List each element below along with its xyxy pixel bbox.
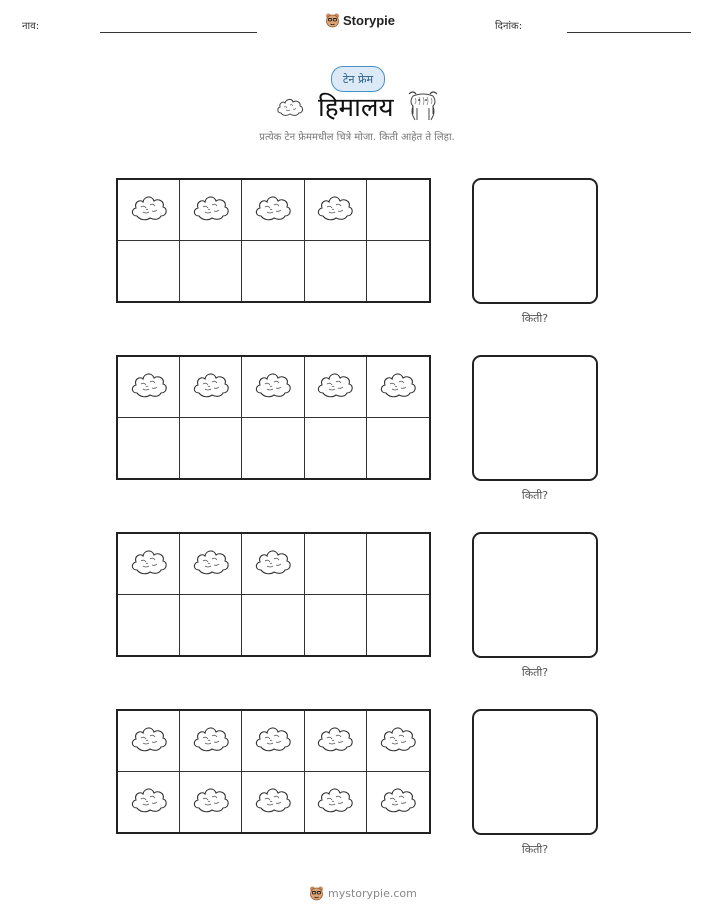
page-title: हिमालय <box>318 93 394 123</box>
frame-cell <box>118 711 180 772</box>
yak-icon <box>405 88 441 122</box>
frame-cell <box>118 595 180 656</box>
frame-cell <box>242 772 304 833</box>
cloud-icon <box>191 192 231 228</box>
frame-cell <box>305 534 367 595</box>
frame-cell <box>180 241 242 302</box>
frame-cell <box>242 180 304 241</box>
frame-cell <box>367 241 429 302</box>
cloud-icon <box>253 546 293 582</box>
footer-url[interactable]: mystorypie.com <box>328 887 417 900</box>
frame-cell <box>305 595 367 656</box>
answer-box-1[interactable] <box>472 178 598 304</box>
answer-box-3[interactable] <box>472 532 598 658</box>
brand <box>325 12 395 29</box>
frame-cell <box>180 418 242 479</box>
date-label: दिनांक: <box>495 21 523 32</box>
frame-cell <box>180 711 242 772</box>
name-line <box>100 32 257 33</box>
frame-cell <box>305 241 367 302</box>
frame-cell <box>242 241 304 302</box>
frame-cell <box>367 357 429 418</box>
cloud-icon <box>315 369 355 405</box>
cloud-icon <box>253 369 293 405</box>
frame-cell <box>242 418 304 479</box>
ten-frame-4 <box>116 709 431 834</box>
cloud-icon <box>378 369 418 405</box>
name-label: नाव: <box>22 21 40 32</box>
cloud-icon <box>129 784 169 820</box>
cloud-icon <box>191 723 231 759</box>
cloud-icon <box>191 546 231 582</box>
frame-cell <box>242 595 304 656</box>
answer-box-2[interactable] <box>472 355 598 481</box>
cloud-icon <box>129 369 169 405</box>
cloud-icon <box>191 369 231 405</box>
frame-cell <box>180 772 242 833</box>
ten-frame-1 <box>116 178 431 303</box>
brand-name: Storypie <box>343 13 396 28</box>
cloud-icon <box>253 192 293 228</box>
answer-label-3: किती? <box>521 666 549 679</box>
frame-cell <box>242 357 304 418</box>
cloud-icon <box>315 723 355 759</box>
answer-box-4[interactable] <box>472 709 598 835</box>
cloud-icon <box>129 723 169 759</box>
answer-label-2: किती? <box>521 489 549 502</box>
frame-cell <box>118 772 180 833</box>
frame-cell <box>118 534 180 595</box>
frame-cell <box>118 418 180 479</box>
cloud-icon <box>378 784 418 820</box>
frame-cell <box>242 534 304 595</box>
frame-cell <box>118 180 180 241</box>
cloud-icon <box>191 784 231 820</box>
frame-cell <box>367 418 429 479</box>
frame-cell <box>180 534 242 595</box>
answer-label-1: किती? <box>521 312 549 325</box>
cloud-icon <box>129 192 169 228</box>
frame-cell <box>367 711 429 772</box>
footer <box>309 885 417 902</box>
cloud-icon <box>275 95 305 119</box>
cloud-icon <box>253 723 293 759</box>
cloud-icon <box>315 784 355 820</box>
date-line <box>567 32 691 33</box>
frame-cell <box>305 180 367 241</box>
ten-frame-3 <box>116 532 431 657</box>
frame-cell <box>367 534 429 595</box>
frame-cell <box>242 711 304 772</box>
frame-cell <box>305 418 367 479</box>
frame-cell <box>305 711 367 772</box>
frame-cell <box>305 772 367 833</box>
frame-cell <box>180 180 242 241</box>
storypie-logo-icon <box>309 885 324 902</box>
frame-cell <box>118 241 180 302</box>
frame-cell <box>367 772 429 833</box>
instructions: प्रत्येक टेन फ्रेममधील चित्रे मोजा. किती आहेत ते लिहा. <box>259 132 455 143</box>
ten-frame-2 <box>116 355 431 480</box>
frame-cell <box>305 357 367 418</box>
frame-cell <box>118 357 180 418</box>
frame-cell <box>367 595 429 656</box>
topic-badge: टेन फ्रेम <box>331 66 385 92</box>
answer-label-4: किती? <box>521 843 549 856</box>
cloud-icon <box>129 546 169 582</box>
cloud-icon <box>253 784 293 820</box>
frame-cell <box>180 595 242 656</box>
cloud-icon <box>315 192 355 228</box>
frame-cell <box>180 357 242 418</box>
frame-cell <box>367 180 429 241</box>
cloud-icon <box>378 723 418 759</box>
storypie-logo-icon <box>325 12 340 29</box>
